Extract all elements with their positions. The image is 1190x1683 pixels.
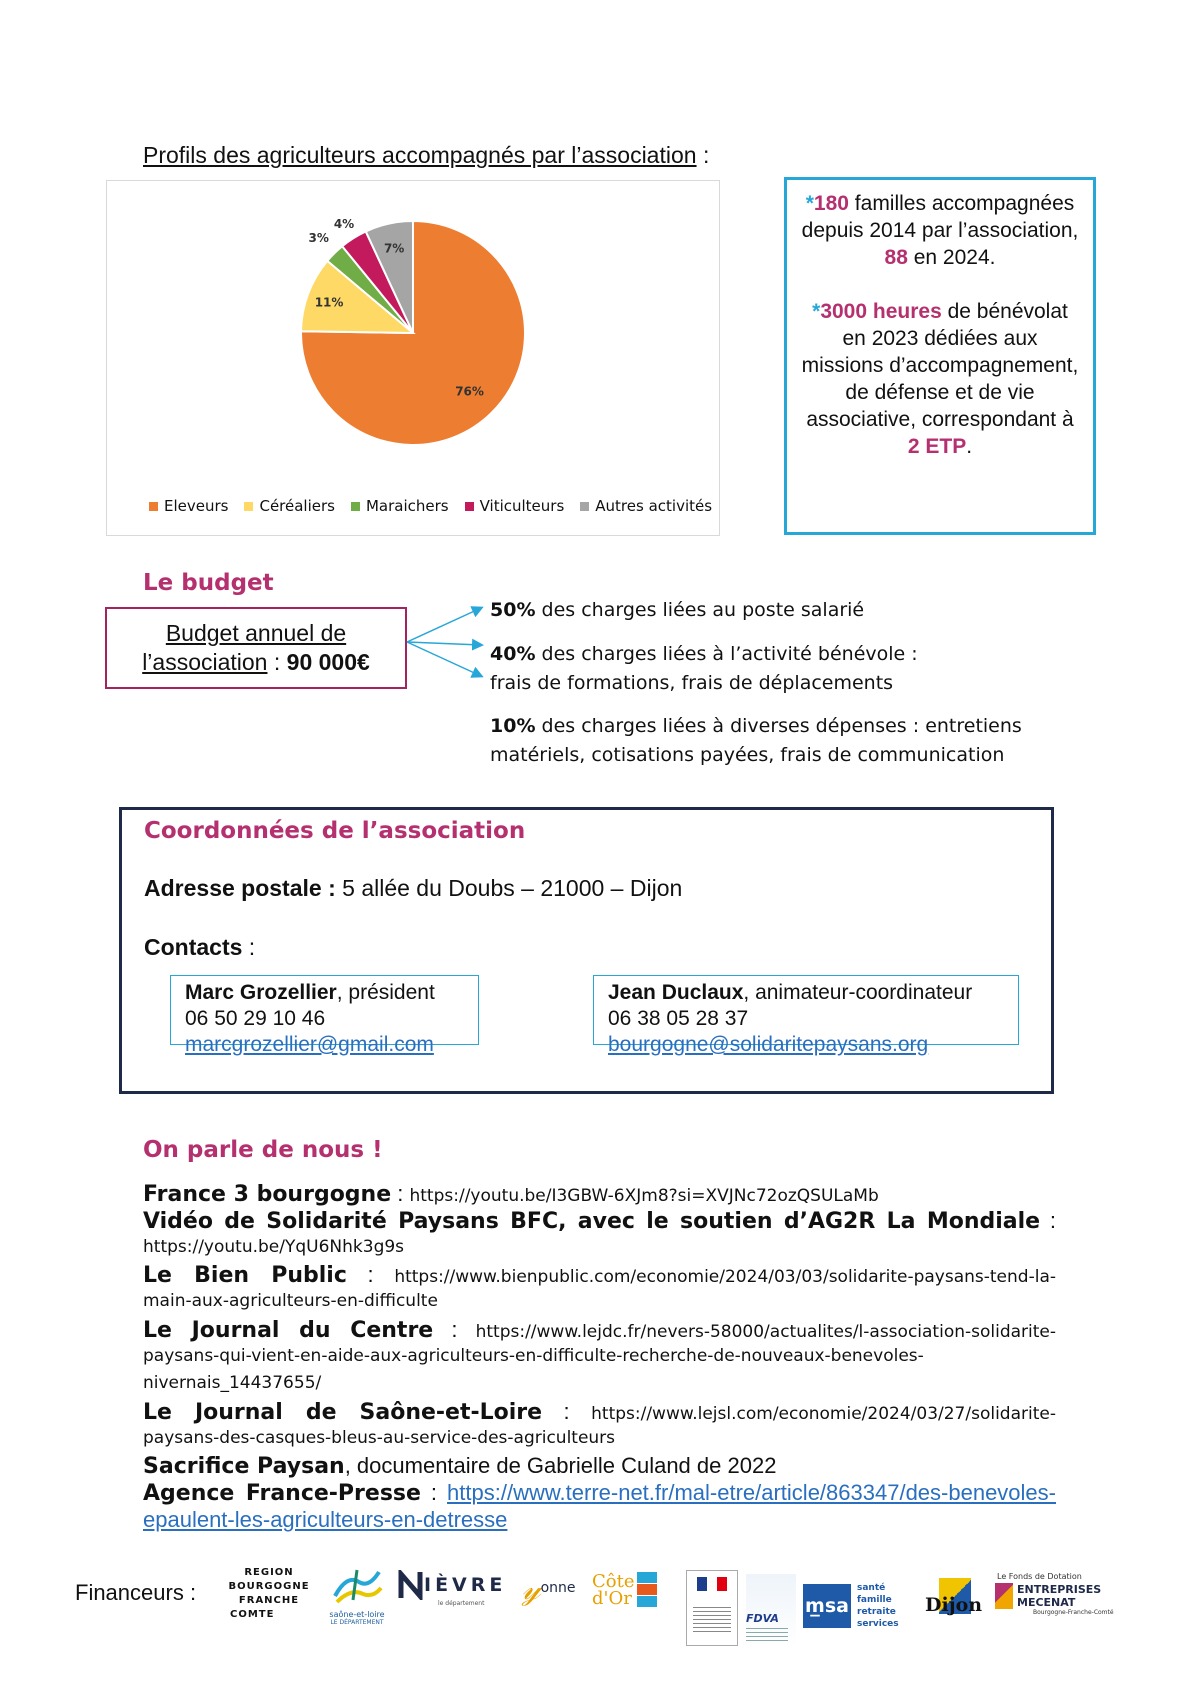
press-sep: : [391,1181,410,1206]
press-url-part[interactable]: paysans-des-casques-bleus-au-service-des-agriculteurs [143,1428,616,1448]
pie-data-label: 3% [308,231,329,246]
press-url[interactable]: https://www.lejdc.fr/nevers-58000/actualites/l-association-solidarite- [475,1322,1057,1342]
msa-emblem-icon: m̲sa [803,1584,851,1628]
families-count: 180 [813,192,849,215]
asterisk: * [812,300,821,323]
press-url[interactable]: https://www.bienpublic.com/economie/2024/03/03/solidarite-paysans-tend-la- [394,1267,1056,1287]
press-text: , documentaire de Gabrielle Culand de 2022 [344,1453,777,1478]
legend-swatch [465,502,474,511]
arrow-misc [407,642,481,676]
logo-text: ENTREPRISES [1017,1583,1102,1596]
press-sep: : [346,1262,395,1287]
pie-data-label: 11% [314,295,344,310]
contact-role: , président [336,981,435,1004]
press-sep: : [1040,1208,1056,1233]
contact-name: Marc Grozellier [185,981,337,1004]
press-item-sacrifice [143,1452,1056,1482]
contact-card-coordinator [593,975,1019,1056]
logo-text: retraite [857,1607,896,1617]
annual-budget-box [105,607,407,689]
budget-item-misc [490,712,1022,770]
budget-item-text: des charges liées à l’activité bénévole : [535,643,918,665]
legend-item [244,497,335,515]
hours-text-end: . [966,435,973,458]
budget-item-text: des charges liées à diverses dépenses : entretiens [535,715,1022,737]
logo-text: Bourgogne-Franche-Comté [1033,1609,1114,1616]
press-url-continued[interactable] [143,1343,1056,1370]
press-url-part[interactable]: paysans-qui-vient-en-aide-aux-agriculteurs-en-difficulte-recherche-de-nouveaux-benevoles- [143,1346,924,1366]
pie-data-label: 76% [455,384,484,399]
budget-label-line2: l’association [142,649,268,675]
dijon-logo [925,1578,983,1630]
logo-text: IÈVRE [424,1574,507,1596]
press-url[interactable]: https://www.lejsl.com/economie/2024/03/27/solidarite- [591,1404,1056,1424]
press-source: Le Bien Public [143,1263,347,1288]
contacts-label [144,934,255,961]
logo-text: d'Or [592,1587,632,1609]
families-text-end: en 2024. [907,246,996,269]
budget-pct: 50% [490,599,536,621]
chart-title-suffix: : [696,142,710,168]
logo-text: le département [438,1600,485,1607]
budget-item-salary [490,596,864,625]
volunteer-hours-stat [799,298,1081,460]
budget-pct: 10% [490,715,536,737]
press-source: Le Journal de Saône-et-Loire [143,1400,543,1425]
fdva-text-block [746,1628,788,1644]
logo-text: santé [857,1583,886,1593]
budget-item-text-2: matériels, cotisations payées, frais de communication [490,744,1005,766]
marianne-icon [687,1571,737,1599]
press-sep: : [542,1399,592,1424]
press-item-jdc [143,1316,1056,1346]
budget-heading: Le budget [143,570,274,596]
hours-text: de bénévolat en 2023 dédiées aux missions d’accompagnement, de défense et de vie associative, correspondant à [801,300,1079,431]
logo-text: Côte [592,1570,635,1592]
press-url-part[interactable]: main-aux-agriculteurs-en-difficulte [143,1291,438,1311]
hours-count: 3000 heures [820,300,942,323]
msa-logo [803,1582,909,1630]
contact-phone: 06 50 29 10 46 [185,1007,326,1030]
press-source: Le Journal du Centre [143,1318,434,1343]
budget-item-volunteer [490,640,918,698]
pie-chart-panel [106,180,720,536]
arrow-volunteer [407,642,481,645]
postal-address [144,875,682,902]
legend-label: Maraichers [365,497,449,515]
budget-item-text-2: frais de formations, frais de déplacements [490,672,894,694]
funders-label: Financeurs : [75,1580,197,1605]
press-url-continued[interactable] [143,1425,1056,1452]
budget-amount: 90 000€ [286,649,370,675]
nievre-logo [398,1570,510,1607]
pie-data-label: 7% [383,241,405,256]
logo-text: COMTE [230,1609,275,1620]
asterisk: * [805,192,814,215]
press-link-continued[interactable] [143,1506,1056,1536]
ministry-logo [686,1570,738,1646]
entreprises-mecenat-logo [995,1572,1121,1616]
key-figures-box [784,177,1096,535]
legend-item [465,497,565,515]
press-source: Vidéo de Solidarité Paysans BFC, avec le soutien d’AG2R La Mondiale [143,1209,1041,1234]
chart-legend [149,497,712,515]
legend-label: Eleveurs [164,497,229,515]
pie-data-label: 4% [333,216,355,231]
logo-text: famille [857,1595,892,1605]
press-link[interactable]: https://www.terre-net.fr/mal-etre/article/863347/des-benevoles- [447,1480,1056,1505]
logo-text: services [857,1619,899,1629]
contact-panel [119,807,1054,1094]
legend-swatch [580,502,589,511]
press-item-video-url[interactable] [143,1234,1056,1261]
budget-pct: 40% [490,643,536,665]
contact-card-president [170,975,479,1056]
press-item-bien-public [143,1261,1056,1291]
press-item-video [143,1207,1056,1237]
contacts-label-suffix: : [242,934,256,960]
press-url[interactable]: https://youtu.be/I3GBW-6XJm8?si=XVJNc72ozQSULaMb [409,1186,879,1206]
families-stat [799,190,1081,271]
logo-text: Le Fonds de Dotation [997,1572,1082,1581]
press-url-part[interactable]: nivernais_14437655/ [143,1373,322,1393]
legend-swatch [244,502,253,511]
budget-sep: : [267,649,287,675]
logo-text: LE DÉPARTEMENT [330,1619,384,1626]
contact-role: , animateur-coordinateur [743,981,973,1004]
yonne-logo [522,1569,592,1607]
press-item-jsl [143,1398,1056,1428]
press-url-continued[interactable] [143,1288,1056,1315]
chart-title-text: Profils des agriculteurs accompagnés par l’association [143,142,697,168]
press-sep: : [420,1480,448,1505]
press-url[interactable]: https://youtu.be/YqU6Nhk3g9s [143,1237,405,1257]
contact-heading: Coordonnées de l’association [144,818,526,844]
logo-text: onne [540,1580,576,1596]
press-source: France 3 bourgogne [143,1182,392,1207]
yonne-y-icon: 𝓎 [522,1569,541,1607]
contact-email-link[interactable]: marcgrozellier@gmail.com [185,1033,434,1056]
ministry-text-block [693,1607,731,1635]
contacts-label-text: Contacts [144,934,243,960]
chart-section-title [143,142,709,169]
region-bfc-logo [228,1566,310,1622]
etp-count: 2 ETP [907,435,967,458]
press-link-part[interactable]: epaulent-les-agriculteurs-en-detresse [143,1507,508,1532]
contact-name: Jean Duclaux [608,981,744,1004]
logo-text: saône-et-loire [329,1610,385,1619]
legend-label: Viticulteurs [479,497,565,515]
press-heading: On parle de nous ! [143,1137,383,1163]
logo-text: MECENAT [1017,1596,1076,1609]
address-value: 5 allée du Doubs – 21000 – Dijon [335,875,683,901]
logo-text: Dijon [925,1594,983,1616]
press-url-continued[interactable] [143,1370,1056,1397]
arrow-salary [407,608,481,642]
press-item-afp [143,1479,1056,1509]
legend-label: Céréaliers [259,497,335,515]
mecenat-emblem-icon [995,1583,1013,1609]
families-text: familles accompagnées depuis 2014 par l’association, [801,192,1079,242]
budget-label-line1: Budget annuel de [165,620,347,646]
press-source: Agence France-Presse [143,1481,421,1506]
budget-item-text: des charges liées au poste salarié [535,599,865,621]
contact-email-link[interactable]: bourgogne@solidaritepaysans.org [608,1033,929,1056]
logo-text: FDVA [746,1612,779,1625]
pie-chart [107,181,721,481]
saone-et-loire-emblem-icon [329,1566,385,1606]
cote-dor-logo [592,1572,664,1607]
logo-text: REGION [244,1567,294,1578]
nievre-n-icon [398,1570,424,1600]
press-sep: : [433,1317,476,1342]
budget-arrows [405,600,495,680]
legend-label: Autres activités [595,497,713,515]
legend-swatch [351,502,360,511]
families-2024-count: 88 [884,246,908,269]
address-label: Adresse postale : [144,875,336,901]
legend-swatch [149,502,158,511]
cote-dor-flag-icon [637,1572,657,1607]
press-source: Sacrifice Paysan [143,1454,345,1479]
contact-phone: 06 38 05 28 37 [608,1007,749,1030]
legend-item [580,497,712,515]
press-item-france3 [143,1180,1056,1210]
logo-text: BOURGOGNE [228,1581,310,1592]
legend-item [149,497,228,515]
saone-et-loire-logo [327,1566,387,1626]
fdva-logo [746,1574,796,1646]
logo-text: FRANCHE [238,1595,300,1606]
legend-item [351,497,449,515]
